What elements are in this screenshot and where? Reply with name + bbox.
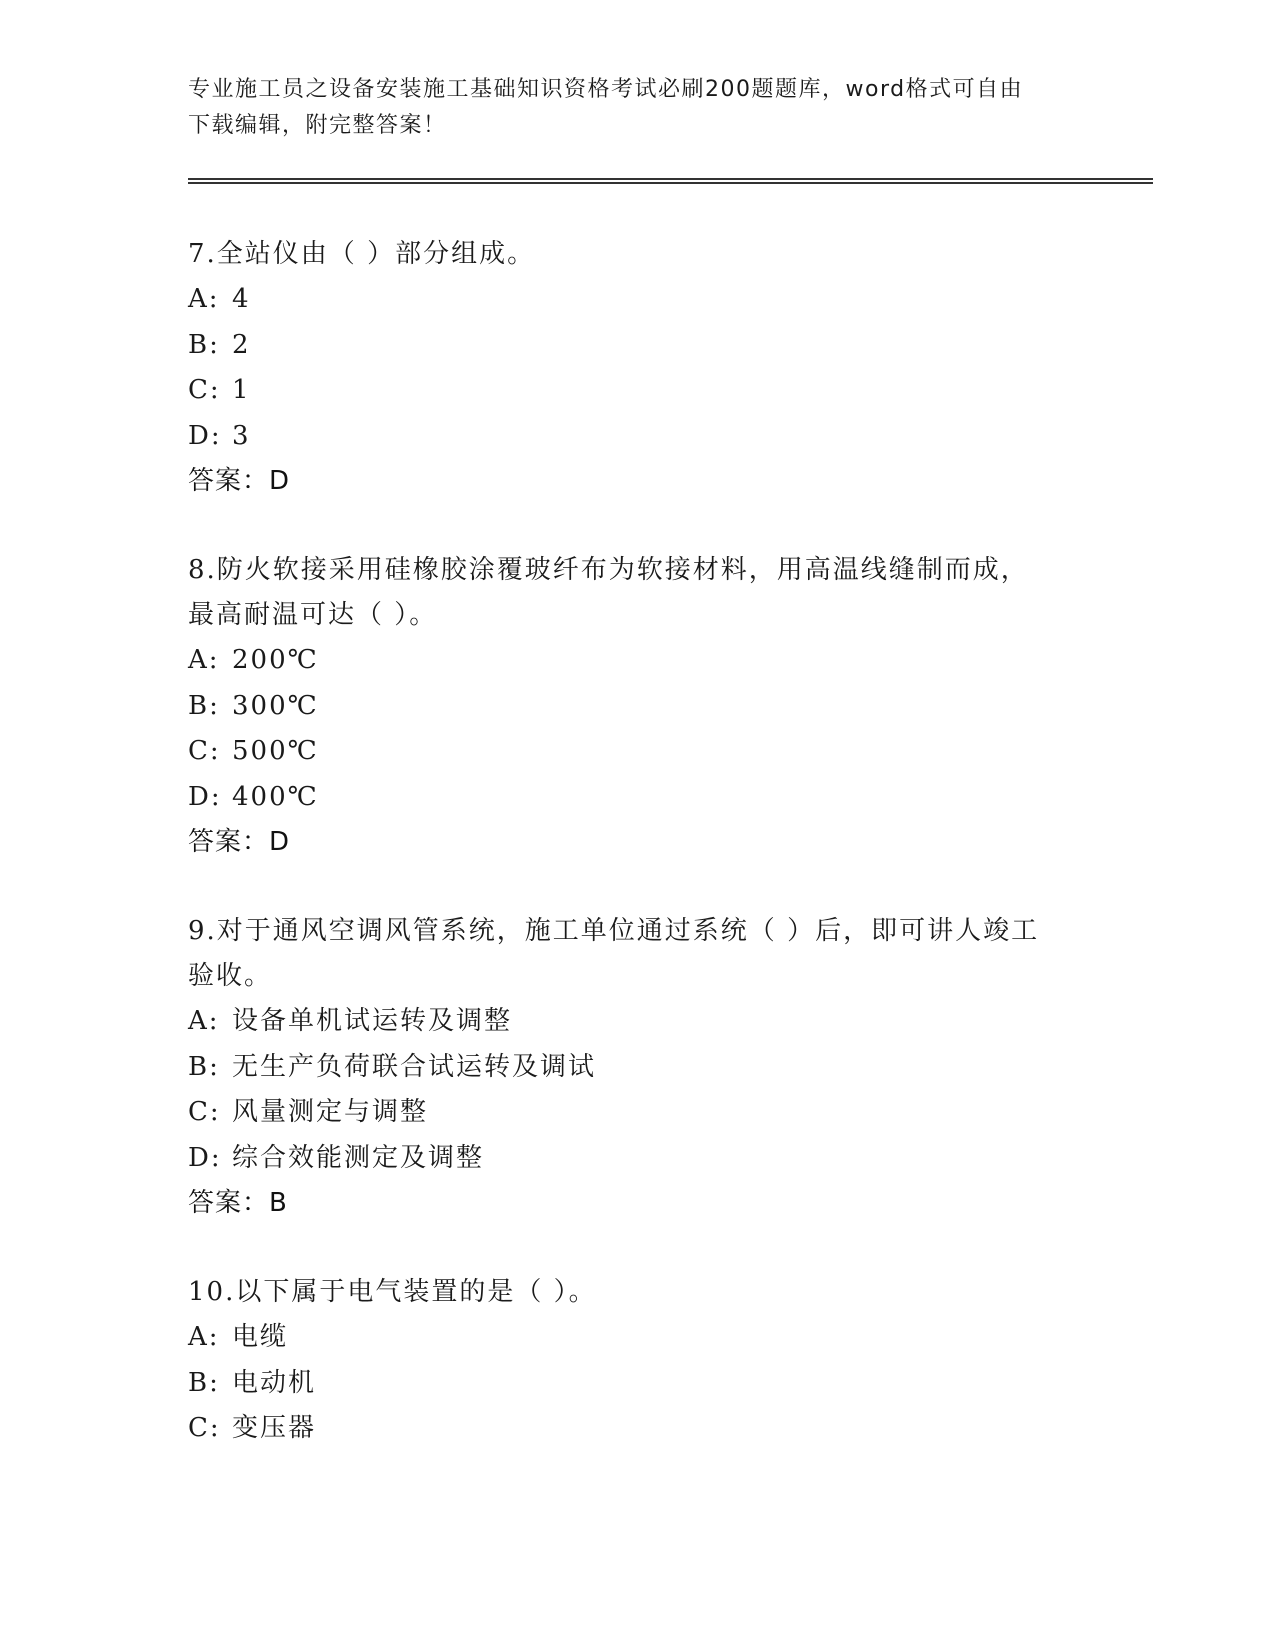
option-text: 500℃: [232, 736, 319, 766]
option-a: [188, 638, 1088, 684]
option-text: 变压器: [232, 1413, 317, 1443]
option-text: 无生产负荷联合试运转及调试: [232, 1051, 597, 1082]
answer-line: 答案：B: [188, 1188, 288, 1218]
header-line-2: 下载编辑，附完整答案！: [188, 113, 447, 138]
option-letter: C:: [188, 736, 221, 766]
option-letter: A:: [188, 1322, 220, 1352]
option-b: [188, 684, 1088, 730]
option-d: [188, 414, 1088, 460]
option-letter: D:: [188, 1142, 222, 1173]
question-9: [188, 909, 1088, 1226]
header-divider: [188, 178, 1153, 184]
option-letter: C:: [188, 375, 221, 405]
question-list: [188, 232, 1088, 1496]
answer-line: 答案：D: [188, 466, 291, 496]
option-letter: B:: [188, 1051, 220, 1082]
header-line-1: 专业施工员之设备安装施工基础知识资格考试必刷200题题库，word格式可自由: [188, 77, 1024, 102]
question-8: [188, 548, 1088, 865]
option-text: 300℃: [232, 690, 319, 721]
option-text: 电动机: [232, 1367, 317, 1398]
option-text: 3: [232, 420, 251, 451]
option-letter: C:: [188, 1413, 221, 1443]
option-text: 1: [232, 375, 251, 405]
question-7: [188, 232, 1088, 504]
option-letter: C:: [188, 1097, 221, 1127]
option-letter: D:: [188, 420, 222, 451]
option-text: 2: [232, 329, 251, 360]
question-stem: 10.以下属于电气装置的是（ ）。: [188, 1277, 597, 1307]
option-letter: B:: [188, 329, 220, 360]
option-text: 设备单机试运转及调整: [232, 1006, 513, 1036]
option-text: 4: [232, 284, 251, 314]
option-letter: A:: [188, 284, 220, 314]
question-stem-continued: 验收。: [188, 961, 273, 991]
option-b: [188, 1045, 1088, 1091]
document-header: [188, 72, 1088, 144]
option-c: [188, 368, 1088, 414]
question-stem: 8.防火软接采用硅橡胶涂覆玻纤布为软接材料，用高温线缝制而成，: [188, 555, 1029, 585]
option-b: [188, 1361, 1088, 1407]
option-d: [188, 775, 1088, 821]
option-a: [188, 999, 1088, 1045]
option-a: [188, 1315, 1088, 1361]
option-c: [188, 1406, 1088, 1452]
option-d: [188, 1136, 1088, 1182]
option-text: 400℃: [232, 781, 319, 812]
question-stem: 9.对于通风空调风管系统，施工单位通过系统（ ）后，即可讲人竣工: [188, 916, 1040, 946]
option-text: 风量测定与调整: [232, 1097, 429, 1127]
option-text: 综合效能测定及调整: [232, 1142, 485, 1173]
option-letter: D:: [188, 781, 222, 812]
option-text: 电缆: [232, 1322, 289, 1352]
answer-line: 答案：D: [188, 827, 291, 857]
option-text: 200℃: [232, 645, 319, 675]
option-letter: A:: [188, 1006, 220, 1036]
option-letter: A:: [188, 645, 220, 675]
option-b: [188, 323, 1088, 369]
option-c: [188, 729, 1088, 775]
question-10: [188, 1270, 1088, 1452]
option-letter: B:: [188, 690, 220, 721]
option-c: [188, 1090, 1088, 1136]
option-letter: B:: [188, 1367, 220, 1398]
question-stem-continued: 最高耐温可达（ ）。: [188, 600, 438, 630]
option-a: [188, 277, 1088, 323]
question-stem: 7.全站仪由（ ）部分组成。: [188, 239, 536, 269]
